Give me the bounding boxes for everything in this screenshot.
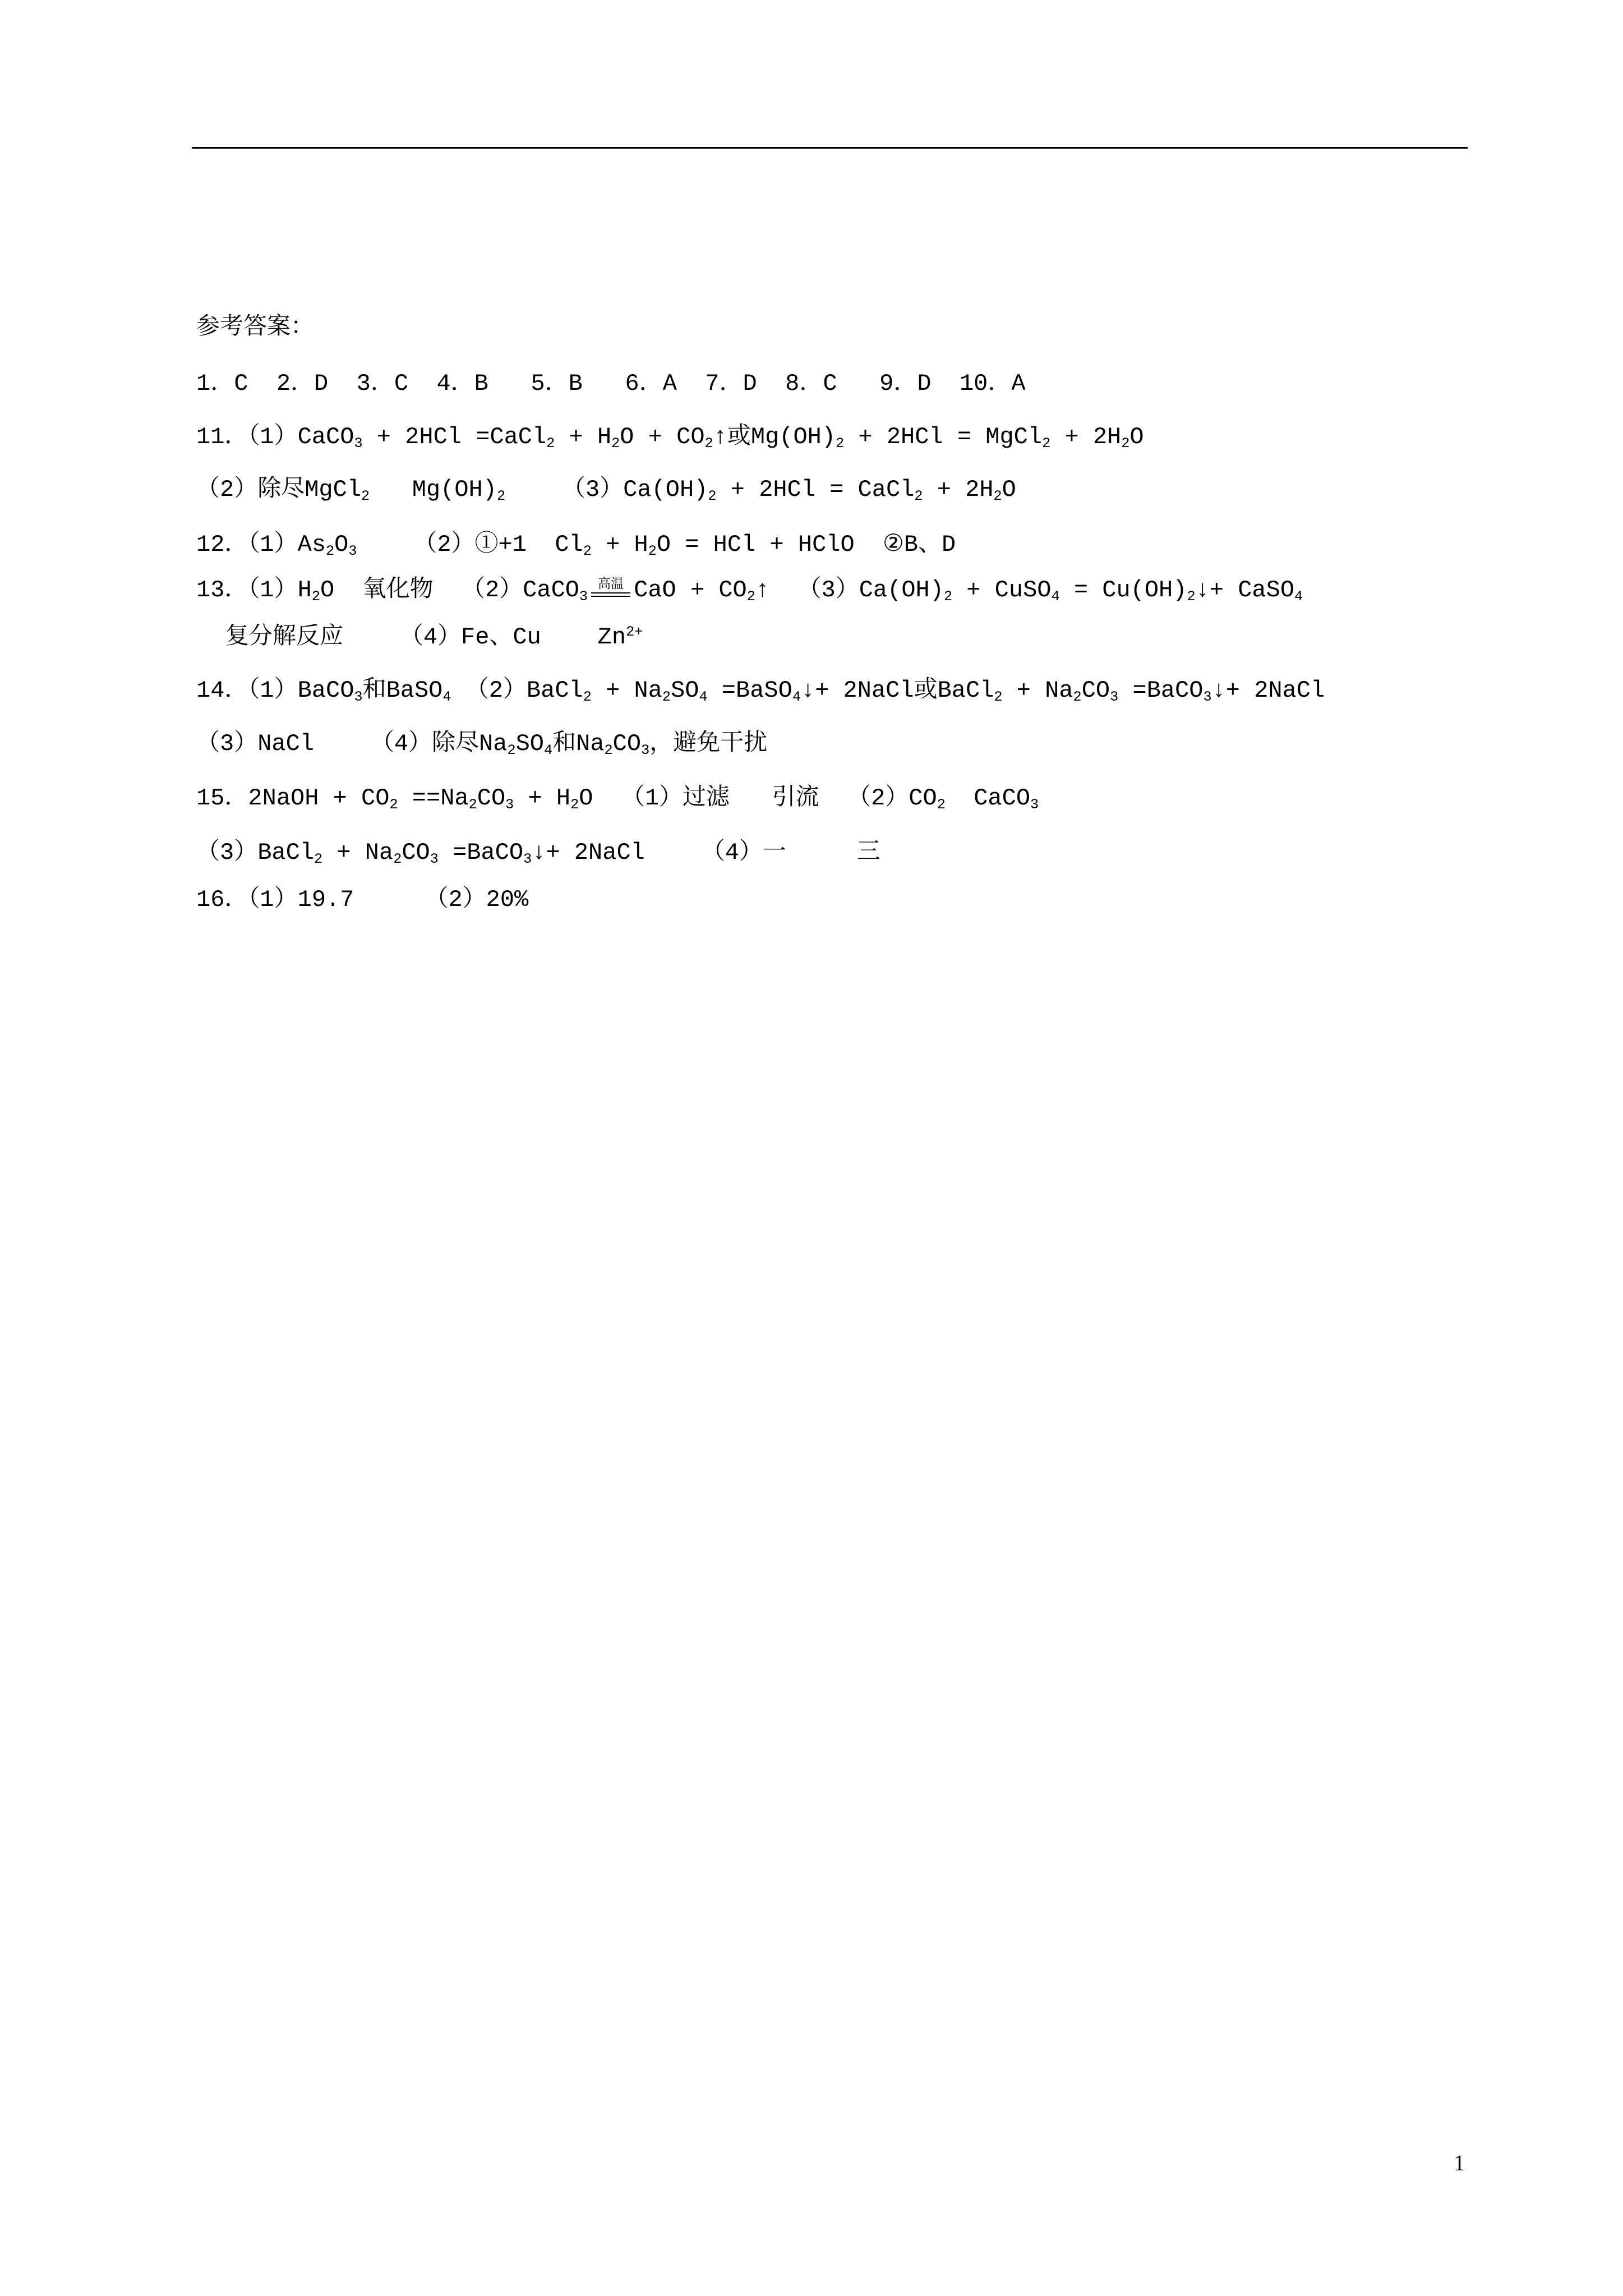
answer-line	[196, 674, 1325, 707]
answer-text: （2）①+1 Cl	[357, 531, 583, 558]
answer-text: O	[334, 531, 349, 558]
answer-text: O	[1129, 424, 1144, 450]
answer-text: 和Na	[552, 730, 605, 757]
answer-line	[196, 620, 643, 654]
answer-text: O	[1002, 476, 1016, 503]
answer-text: SO	[515, 730, 544, 757]
answer-line	[196, 367, 1026, 401]
subscript: 4	[699, 689, 708, 706]
subscript: 2	[1187, 588, 1196, 605]
answer-line	[196, 781, 1039, 815]
answer-text: ，避免干扰	[649, 730, 768, 757]
answer-text: O + CO	[620, 424, 705, 450]
answer-text: （2）除尽MgCl	[196, 476, 362, 503]
equals-sign	[591, 592, 630, 597]
answer-line	[196, 573, 1303, 607]
subscript: 3	[1110, 689, 1119, 706]
subscript: 3	[1030, 797, 1039, 813]
answer-text: SO	[671, 677, 699, 704]
answer-text: CO	[1081, 677, 1110, 704]
answer-text: 复分解反应 （4）Fe、Cu Zn	[225, 624, 626, 651]
answer-text: ↓+ 2NaCl或BaCl	[800, 677, 994, 704]
answer-text: O 氧化物 （2）CaCO	[320, 577, 579, 604]
answer-text: Mg(OH)	[370, 476, 497, 503]
answer-text: ↑ （3）Ca(OH)	[755, 577, 944, 604]
answer-text: + H	[514, 785, 571, 812]
subscript: 2	[1073, 689, 1082, 706]
answer-text: + 2HCl = CaCl	[716, 476, 915, 503]
answer-text: O （1）过滤 引流 （2）CO	[579, 785, 937, 812]
subscript: 2	[393, 851, 402, 868]
subscript: 4	[792, 689, 801, 706]
subscript: 2	[389, 797, 398, 813]
subscript: 4	[442, 689, 451, 706]
answer-text: 15．2NaOH + CO	[196, 785, 390, 812]
answer-text: CO	[612, 730, 642, 757]
subscript: 2	[314, 851, 323, 868]
answer-text: ↑或Mg(OH)	[713, 424, 836, 450]
subscript: 2	[708, 488, 717, 505]
answer-text: （3）Ca(OH)	[505, 476, 708, 503]
subscript: 2	[662, 689, 671, 706]
answer-text: 16．（1）19.7 （2）20%	[196, 886, 529, 913]
subscript: 3	[1203, 689, 1212, 706]
page-number: 1	[1454, 2150, 1465, 2175]
answer-text: （3）BaCl	[196, 839, 315, 866]
subscript: 3	[641, 742, 650, 759]
answer-text: 12．（1）As	[196, 531, 326, 558]
answer-text: =BaCO	[438, 839, 524, 866]
answer-text: + Na	[1002, 677, 1073, 704]
answer-line	[196, 420, 1144, 454]
subscript: 2	[914, 488, 923, 505]
answer-text: + 2H	[1050, 424, 1122, 450]
answer-text: 13．（1）H	[196, 577, 312, 604]
answer-line	[196, 883, 528, 917]
answer-text: （2）BaCl	[451, 677, 583, 704]
answer-text: =BaSO	[707, 677, 792, 704]
answer-line	[196, 528, 956, 562]
subscript: 3	[523, 851, 532, 868]
answer-text: O = HCl + HClO ②B、D	[656, 531, 956, 558]
answer-text: ↓+ 2NaCl （4）一 三	[532, 839, 880, 866]
answer-text: + H	[555, 424, 612, 450]
subscript: 2	[1121, 435, 1130, 452]
subscript: 2	[507, 742, 516, 759]
subscript: 3	[354, 689, 363, 706]
answer-text: = Cu(OH)	[1059, 577, 1187, 604]
subscript: 3	[430, 851, 439, 868]
subscript: 2	[943, 588, 953, 605]
subscript: 3	[354, 435, 363, 452]
answer-key-title: 参考答案：	[196, 314, 315, 341]
answer-text: 11．（1）CaCO	[196, 424, 354, 450]
subscript: 2	[546, 435, 555, 452]
answer-text: + H	[591, 531, 648, 558]
subscript: 3	[348, 543, 357, 560]
subscript: 2	[604, 742, 613, 759]
subscript: 2	[937, 797, 946, 813]
answer-text: ↓+ 2NaCl	[1211, 677, 1325, 704]
subscript: 2	[994, 689, 1003, 706]
answer-text: + 2H	[923, 476, 994, 503]
subscript: 4	[1294, 588, 1303, 605]
answer-text: 1．C 2．D 3．C 4．B 5．B 6．A 7．D 8．C 9．D 10．A	[196, 370, 1026, 397]
subscript: 4	[1051, 588, 1060, 605]
subscript: 2	[326, 543, 335, 560]
subscript: 2	[993, 488, 1002, 505]
subscript: 2	[1042, 435, 1051, 452]
answer-text: ==Na	[398, 785, 469, 812]
subscript: 2	[583, 689, 592, 706]
answer-text: CO	[477, 785, 506, 812]
answer-text: + Na	[322, 839, 394, 866]
answer-text: =BaCO	[1118, 677, 1204, 704]
header-rule	[192, 147, 1468, 149]
answer-text: + 2HCl = MgCl	[844, 424, 1043, 450]
subscript: 4	[544, 742, 553, 759]
subscript: 2	[648, 543, 657, 560]
answer-text: 14．（1）BaCO	[196, 677, 354, 704]
subscript: 3	[505, 797, 514, 813]
answer-text: 和BaSO	[362, 677, 443, 704]
subscript: 2	[611, 435, 620, 452]
subscript: 2	[746, 588, 755, 605]
subscript: 2	[497, 488, 506, 505]
answer-text: ↓+ CaSO	[1195, 577, 1295, 604]
subscript: 2	[836, 435, 845, 452]
answer-text: CaO + CO	[634, 577, 747, 604]
superscript: 2+	[626, 624, 643, 641]
answer-text: （3）NaCl （4）除尽Na	[196, 730, 508, 757]
answer-line	[196, 727, 767, 761]
answer-text: CaCO	[945, 785, 1031, 812]
subscript: 3	[579, 588, 588, 605]
answer-text: + CuSO	[952, 577, 1052, 604]
answer-line	[196, 836, 880, 869]
subscript: 2	[704, 435, 713, 452]
answer-text: + Na	[591, 677, 662, 704]
answer-text: + 2HCl =CaCl	[362, 424, 547, 450]
subscript: 2	[311, 588, 320, 605]
subscript: 2	[361, 488, 370, 505]
subscript: 2	[468, 797, 477, 813]
reaction-condition	[591, 578, 630, 596]
subscript: 2	[570, 797, 579, 813]
subscript: 2	[583, 543, 592, 560]
answer-line	[196, 473, 1016, 507]
reaction-condition-text: 高温	[598, 577, 624, 592]
answer-text: CO	[402, 839, 430, 866]
